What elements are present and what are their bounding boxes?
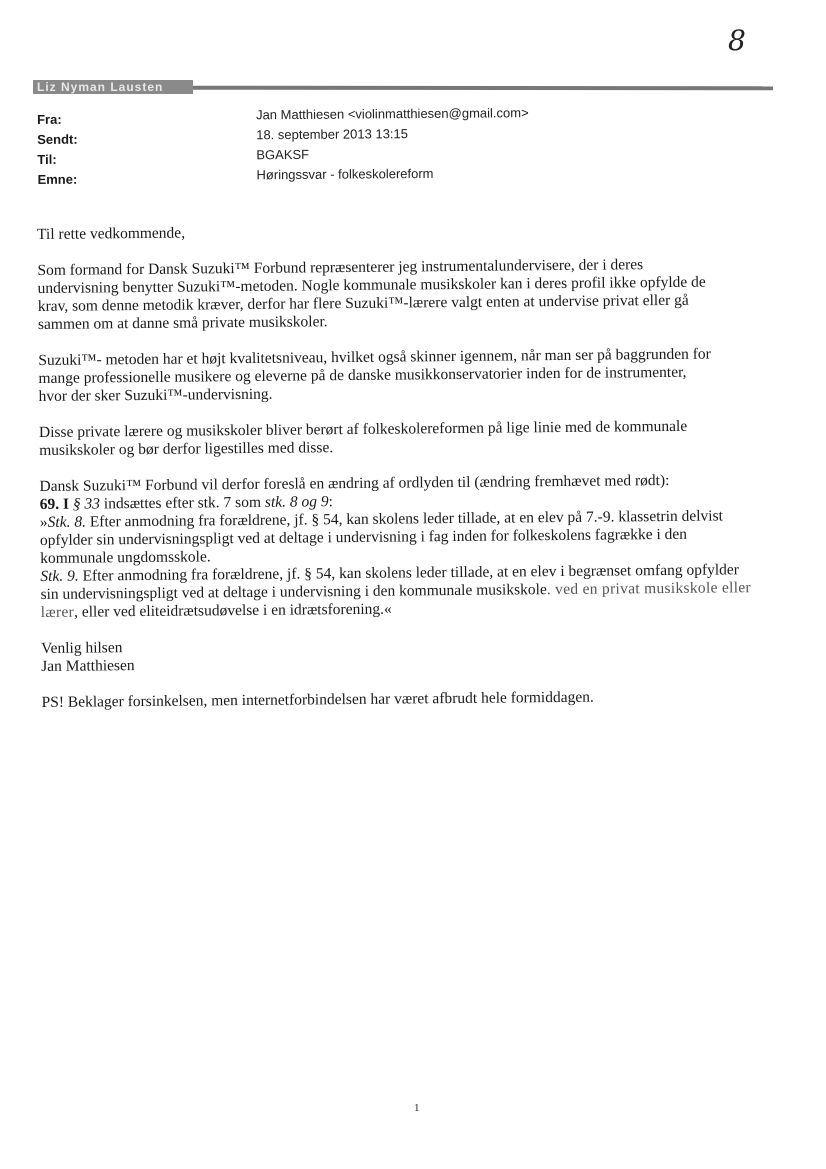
stk9-highlighted-change: . ved en privat musikskole eller	[546, 579, 752, 599]
text-line: musikskoler og bør derfor ligestilles med disse.	[39, 439, 334, 459]
sender-banner	[33, 80, 773, 94]
stk9-text: sin undervisningspligt ved at deltage i undervisning i den kommunale musikskole	[40, 581, 547, 603]
to-value: BGAKSF	[256, 146, 310, 163]
paragraph-quality	[38, 345, 778, 406]
stk8-line: kommunale ungdomsskole.	[40, 548, 211, 567]
stk9-text: Efter anmodning fra forældrene, jf. § 54, kan skolens leder tillade, at en elev i begrænset omfang opfylder	[78, 561, 739, 585]
text-line: mange professionelle musikere og eleverne på de danske musikkonservatorier inden for de instrumenter,	[38, 363, 687, 387]
banner-rule	[193, 86, 773, 91]
amendment-stk: stk. 8 og 9	[264, 493, 329, 511]
text-line: sammen om at danne små private musikskoler.	[37, 313, 328, 333]
amendment-mid: indsættes efter stk. 7 som	[103, 493, 262, 513]
stk8-label: Stk. 8.	[47, 513, 86, 531]
postscript: PS! Beklager forsinkelsen, men internetforbindelsen har været afbrudt hele formiddagen.	[41, 688, 594, 711]
amendment-paragraph: § 33	[72, 495, 101, 513]
email-header	[37, 105, 598, 192]
amendment-colon: :	[328, 493, 333, 511]
stk9-highlighted-change: lærer	[40, 603, 75, 621]
text-line: krav, som denne metodik kræver, derfor har flere Suzuki™-lærere valgt enten at undervise privat eller gå	[37, 291, 689, 315]
banner-sender-name: Liz Nyman Lausten	[33, 80, 193, 94]
to-label: Til:	[37, 151, 57, 167]
subject-label: Emne:	[37, 171, 78, 187]
from-label: Fra:	[37, 111, 62, 127]
text-line: Suzuki™- metoden har et højt kvalitetsniveau, hvilket også skinner igennem, når man ser på baggrunden for	[38, 345, 711, 369]
text-line: Som formand for Dansk Suzuki™ Forbund repræsenterer jeg instrumentalundervisere, der i deres	[37, 256, 644, 279]
stk8-quote: »	[39, 513, 48, 531]
sent-value: 18. september 2013 13:15	[256, 126, 409, 143]
text-line: undervisning benytter Suzuki™-metoden. Nogle kommunale musikskoler kan i deres profil ikke opfylde de	[37, 273, 706, 297]
proposal-intro: Dansk Suzuki™ Forbund vil derfor foreslå en ændring af ordlyden til (ændring fremhævet med rødt):	[39, 471, 670, 495]
amendment-i: I	[62, 495, 70, 513]
closing-block	[41, 633, 781, 676]
stk8-text: Efter anmodning fra forældrene, jf. § 54, kan skolens leder tillade, at en elev på 7.-9. klassetrin delvist	[85, 507, 723, 531]
email-body	[37, 219, 782, 730]
handwritten-page-number: 8	[728, 24, 746, 57]
header-row-subject	[37, 165, 597, 192]
subject-value: Høringssvar - folkeskolereform	[256, 165, 434, 183]
text-line: hvor der sker Suzuki™-undervisning.	[38, 385, 273, 405]
stk9-text: , eller ved eliteidrætsudøvelse i en idrætsforening.«	[73, 600, 392, 621]
paragraph-proposal	[39, 471, 780, 622]
closing: Venlig hilsen	[40, 639, 123, 657]
paragraph-intro	[37, 255, 778, 334]
text-line: Disse private lærere og musikskoler bliver berørt af folkeskolereformen på lige linie med de kommunale	[38, 417, 688, 441]
paragraph-private-schools	[39, 417, 779, 460]
footer-page-number: 1	[414, 1102, 420, 1114]
signature: Jan Matthiesen	[41, 657, 135, 675]
greeting: Til rette vedkommende,	[37, 224, 186, 243]
sent-label: Sendt:	[37, 131, 78, 147]
amendment-number: 69.	[39, 495, 60, 513]
from-value: Jan Matthiesen <violinmatthiesen@gmail.com>	[255, 105, 529, 123]
stk8-line: opfylder sin undervisningspligt ved at deltage i undervisning i fag inden for folkeskolens fagrække i den	[39, 525, 688, 549]
stk9-label: Stk. 9.	[40, 567, 79, 585]
